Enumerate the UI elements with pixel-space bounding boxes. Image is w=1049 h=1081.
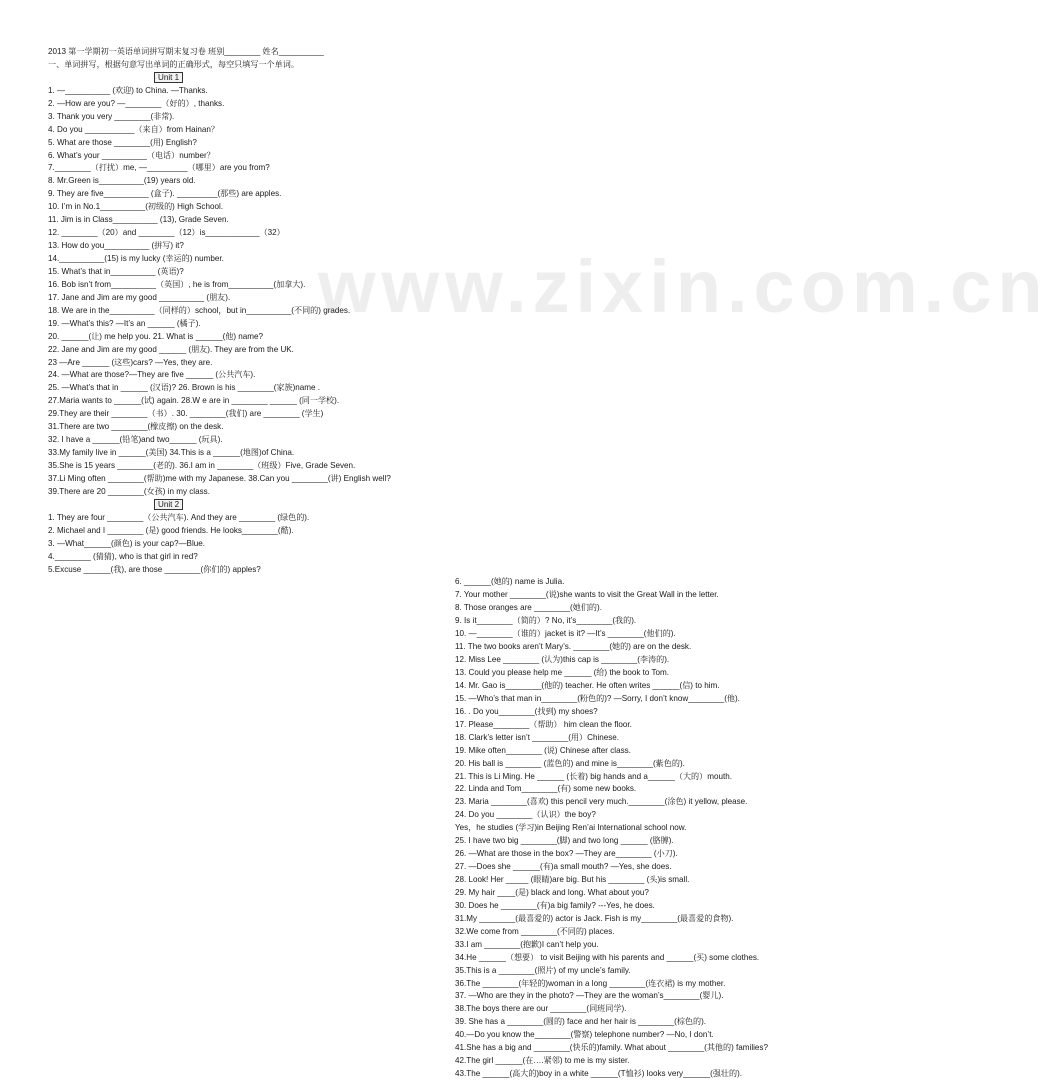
exercise-line: 7.________（打扰）me, —_________（哪里）are you from? bbox=[48, 163, 270, 173]
exercise-line: 16. Bob isn’t from__________（英国）, he is from__________(加拿大). bbox=[48, 279, 306, 289]
exercise-line: 25. —What’s that in ______ (汉语)? 26. Brown is his ________(家族)name . bbox=[48, 383, 321, 393]
exercise-line: 41.She has a big and ________(快乐的)family. What about ________(其他的) families? bbox=[455, 1043, 768, 1053]
exercise-line: 5.Excuse ______(我), are those ________(你们的) apples? bbox=[48, 564, 261, 574]
right-column bbox=[455, 576, 880, 1081]
exercise-line: 5. What are those ________(用) English? bbox=[48, 137, 197, 147]
exercise-line: 11. Jim is in Class__________ (13), Grade Seven. bbox=[48, 215, 229, 225]
exercise-line: 22. Linda and Tom________(有) some new books. bbox=[455, 784, 637, 794]
exercise-line: 7. Your mother ________(说)she wants to visit the Great Wall in the letter. bbox=[455, 590, 719, 600]
exercise-line: 43.The ______(高大的)boy in a white ______(T恤衫) looks very______(强壮的). bbox=[455, 1069, 743, 1079]
exercise-line: 8. Those oranges are ________(她们的). bbox=[455, 603, 602, 613]
exercise-line: 34.He ______（想要） to visit Beijing with his parents and ______(买) some clothes. bbox=[455, 952, 760, 962]
exercise-line: 37. —Who are they in the photo? —They are the woman’s________(婴儿). bbox=[455, 991, 724, 1001]
exercise-line: 20. ______(让) me help you. 21. What is ______(他) name? bbox=[48, 331, 264, 341]
exercise-line: 39.There are 20 ________(女孩) in my class. bbox=[48, 486, 210, 496]
exercise-line: 18. We are in the__________（同样的）school，but in__________(不同的) grades. bbox=[48, 305, 351, 315]
exercise-line: 14.__________(15) is my lucky (幸运的) number. bbox=[48, 254, 224, 263]
exercise-line: 17. Jane and Jim are my good __________ (朋友). bbox=[48, 292, 231, 302]
exercise-line: 40.—Do you know the________(警察) telephone number? —No, I don’t. bbox=[455, 1030, 714, 1040]
exercise-line: 18. Clark’s letter isn’t ________(用）Chinese. bbox=[455, 732, 620, 742]
exercise-line: 19. —What’s this? —It’s an ______ (橘子). bbox=[48, 318, 201, 328]
exercise-line: 24. —What are those?—They are five ______ (公共汽车). bbox=[48, 370, 256, 380]
exercise-line: 37.Li Ming often ________(帮助)me with my Japanese. 38.Can you ________(讲) English well? bbox=[48, 473, 391, 483]
exercise-line: 29.They are their ________（书）. 30. ________(我们) are ________ (学生) bbox=[48, 409, 324, 419]
exercise-line: 9. They are five__________ (盒子). _________(那些) are apples. bbox=[48, 189, 282, 199]
watermark: www.zixin.com.cn bbox=[318, 245, 1049, 328]
exercise-line: Yes，he studies (学习)in Beijing Ren’ai International school now. bbox=[455, 823, 687, 833]
exercise-line: 25. I have two big ________(脚) and two long ______ (胳膊). bbox=[455, 836, 674, 846]
exercise-line: 6. What’s your __________（电话）number？ bbox=[48, 150, 215, 160]
exercise-line: 21. This is Li Ming. He ______ (长着) big hands and a______（大的）mouth. bbox=[455, 771, 732, 781]
exercise-line: 26. —What are those in the box? —They are________ (小刀). bbox=[455, 849, 678, 859]
exercise-line: 33.I am ________(抱歉)I can’t help you. bbox=[455, 939, 599, 949]
exercise-line: 13. Could you please help me ______ (给) the book to Tom. bbox=[455, 668, 670, 677]
exercise-line: 2013 第一学期初一英语单词拼写期末复习卷 班别________ 姓名__________ bbox=[48, 47, 324, 56]
exercise-line: 12. ________（20）and ________（12）is____________（32） bbox=[48, 228, 285, 238]
exercise-line: 3. Thank you very ________(非常). bbox=[48, 111, 175, 121]
exercise-line: 23 —Are ______ (这些)cars? —Yes, they are. bbox=[48, 357, 213, 367]
exercise-line: 14. Mr. Gao is________(他的) teacher. He often writes ______(信) to him. bbox=[455, 680, 720, 690]
exercise-line: 42.The girl ______(在….紧邻) to me is my sister. bbox=[455, 1056, 630, 1066]
exercise-line: 29. My hair ____(是) black and long. What about you? bbox=[455, 887, 649, 897]
exercise-line: 38.The boys there are our ________(同班同学). bbox=[455, 1004, 627, 1014]
exercise-line: 1. —__________ (欢迎) to China. —Thanks. bbox=[48, 85, 208, 95]
exercise-line: 23. Maria ________(喜欢) this pencil very much.________(涂色) it yellow, please. bbox=[455, 797, 748, 807]
exercise-line: 22. Jane and Jim are my good ______ (朋友). They are from the UK. bbox=[48, 344, 294, 354]
exercise-line: 19. Mike often________ (说) Chinese after class. bbox=[455, 745, 631, 755]
exercise-line: 20. His ball is ________ (蓝色的) and mine is________(紫色的). bbox=[455, 758, 685, 768]
exercise-line: 3. —What______(颜色) is your cap?—Blue. bbox=[48, 538, 205, 548]
exercise-line: 35.This is a ________(照片) of my uncle’s family. bbox=[455, 965, 631, 975]
exercise-line: 6. ______(她的) name is Julia. bbox=[455, 577, 565, 587]
exercise-line: 32. I have a ______(铅笔)and two______ (玩具). bbox=[48, 435, 223, 445]
exercise-line: 10. —________（谁的）jacket is it? —It’s ________(他们的). bbox=[455, 629, 676, 639]
exercise-line: 35.She is 15 years ________(老的). 36.I am in ________（班级）Five, Grade Seven. bbox=[48, 461, 356, 470]
exercise-line: 28. Look! Her _____ (眼睛)are big. But his ________ (头)is small. bbox=[455, 875, 690, 884]
exercise-line: 27.Maria wants to ______(试) again. 28.W e are in ________ ______ (同一学校). bbox=[48, 396, 340, 406]
exercise-line: 11. The two books aren’t Mary’s. ________(她的) are on the desk. bbox=[455, 642, 692, 652]
exercise-line: 30. Does he ________(有)a big family? ---Yes, he does. bbox=[455, 900, 655, 910]
exercise-line: 36.The ________(年轻的)woman in a long ________(连衣裙) is my mother. bbox=[455, 978, 726, 988]
unit-heading bbox=[48, 72, 456, 85]
exercise-line: 33.My family live in ______(美国) 34.This is a ______(地图)of China. bbox=[48, 448, 295, 458]
exercise-line: 15. What’s that in__________ (英语)? bbox=[48, 266, 184, 276]
exercise-line: 31.There are two ________(橡皮擦) on the desk. bbox=[48, 422, 224, 432]
exercise-line: 24. Do you ________（认识）the boy? bbox=[455, 810, 596, 820]
exercise-line: 15. —Who’s that man in________(粉色的)? —Sorry, I don’t know________(他). bbox=[455, 693, 740, 703]
exercise-line: 2. —How are you? —________（好的）, thanks. bbox=[48, 98, 225, 108]
exercise-line: 31.My ________(最喜爱的) actor is Jack. Fish is my________(最喜爱的食物). bbox=[455, 913, 734, 923]
exercise-line: 一、单词拼写，根据句意写出单词的正确形式，每空只填写一个单词。 bbox=[48, 59, 299, 69]
unit-label: Unit 1 bbox=[154, 72, 183, 83]
exercise-line: 13. How do you__________ (拼写) it? bbox=[48, 241, 184, 251]
unit-heading bbox=[48, 499, 456, 512]
exercise-line: 1. They are four ________（公共汽车). And they are ________ (绿色的). bbox=[48, 512, 310, 522]
exercise-line: 9. Is it________（简的）? No, it’s________(我的). bbox=[455, 616, 637, 626]
exercise-line: 17. Please________（帮助） him clean the floor. bbox=[455, 719, 632, 729]
exercise-line: 39. She has a ________(圆的) face and her hair is ________(棕色的). bbox=[455, 1017, 707, 1027]
exercise-line: 8. Mr.Green is__________(19) years old. bbox=[48, 176, 196, 186]
exercise-line: 12. Miss Lee ________ (认为)this cap is ________(李涛的). bbox=[455, 655, 670, 665]
exercise-line: 16. . Do you________(找到) my shoes? bbox=[455, 706, 598, 716]
exercise-line: 4. Do you ___________（来自）from Hainan？ bbox=[48, 124, 219, 134]
exercise-line: 27. —Does she ______(有)a small mouth? —Yes, she does. bbox=[455, 862, 672, 872]
unit-label: Unit 2 bbox=[154, 499, 183, 510]
exercise-line: 4.________ (猜猜), who is that girl in red? bbox=[48, 551, 198, 561]
exercise-line: 32.We come from ________(不同的) places. bbox=[455, 926, 615, 936]
exercise-line: 2. Michael and I ________ (是) good friends. He looks________(酷). bbox=[48, 525, 294, 535]
left-column bbox=[48, 46, 456, 576]
exercise-line: 10. I’m in No.1__________(初级的) High School. bbox=[48, 202, 224, 212]
